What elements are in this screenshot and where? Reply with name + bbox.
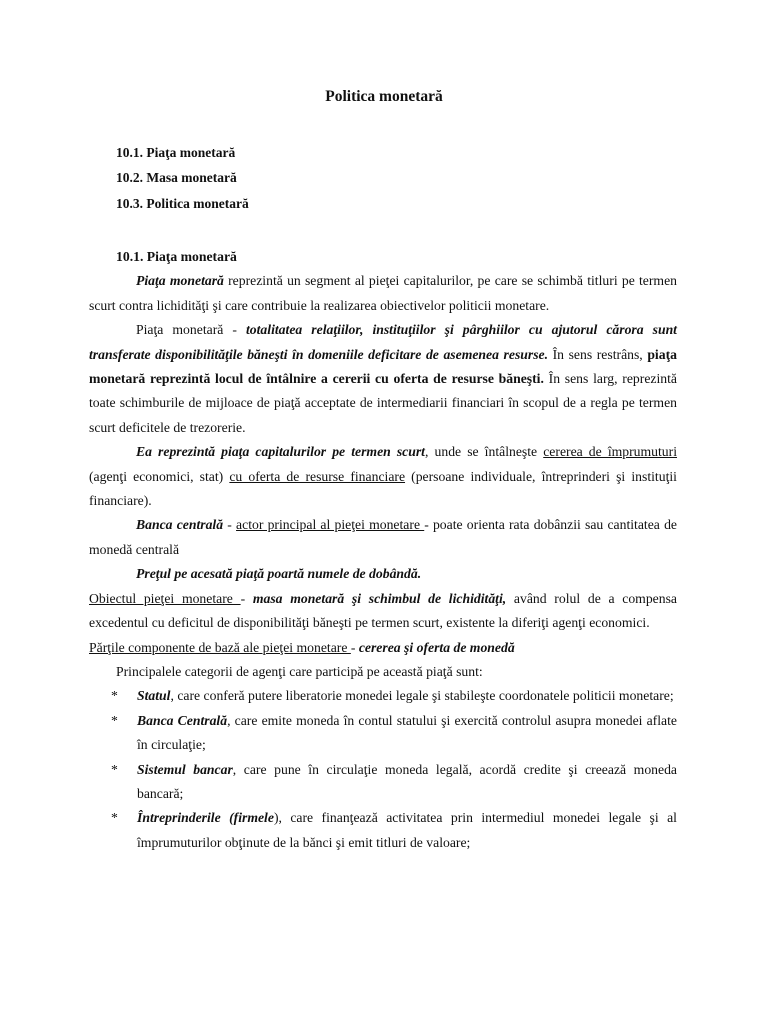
paragraph-categorii: Principalele categorii de agenţi care participă pe această piaţă sunt:	[116, 663, 483, 679]
bullet-term: Sistemul bancar	[137, 761, 233, 777]
term-piata-monetara: Piaţa monetară	[136, 273, 224, 289]
masa-monetara-text: masa monetară şi schimbul de lichidităţi,	[252, 590, 507, 606]
paragraph-partile	[89, 636, 677, 660]
bullet-star: *	[111, 810, 118, 826]
bullet-text: ), care finanţează activitatea prin intermediul monedei legale şi al împrumuturilor obţinute de la bănci şi emit titluri de valoare;	[137, 810, 677, 850]
paragraph-text: - poate orienta rata dobânzii sau cantitatea de monedă centrală	[89, 517, 677, 557]
list-item	[89, 806, 677, 855]
list-item	[89, 758, 677, 807]
bullet-star: *	[111, 761, 118, 777]
paragraph-capitaluri	[89, 440, 677, 513]
bullet-text: , care pune în circulaţie moneda legală, acordă credite şi creează moneda bancară;	[137, 761, 677, 801]
paragraph-text: Piaţa monetară -	[136, 322, 246, 338]
paragraph-text: (persoane individuale, întreprinderi şi instituţii financiare).	[89, 468, 677, 509]
bullet-star: *	[111, 688, 118, 704]
section-heading: 10.1. Piaţa monetară	[116, 249, 237, 264]
bullet-term: Întreprinderile (firmele	[137, 810, 274, 826]
list-item	[89, 684, 677, 708]
paragraph-text: având rolul de a compensa excedentul cu deficitul de disponibilităţi băneşti pe termen scurt, existente la diferiţi agenţi economici.	[89, 590, 677, 631]
paragraph-banca-centrala	[89, 513, 677, 562]
paragraph-totalitatea	[89, 318, 677, 440]
term-banca-centrala: Banca centrală	[136, 517, 224, 533]
underlined-oferta: cu oferta de resurse financiare	[229, 468, 406, 484]
underlined-partile: Părţile componente de bază ale pieţei monetare	[89, 639, 351, 655]
paragraph-definition	[89, 269, 677, 318]
paragraph-text: , unde se întâlneşte	[425, 444, 544, 460]
list-item	[89, 709, 677, 758]
underlined-actor: actor principal al pieţei monetare	[236, 517, 425, 533]
underlined-cererea: cererea de împrumuturi	[543, 444, 678, 460]
paragraph-text: În sens larg, reprezintă toate schimburile de mijloace de piaţă acceptate de intermediarii financiari în scopul de a regla pe termen scurt deficitele de trezorerie.	[89, 371, 677, 435]
bullet-text: , care conferă putere liberatorie monedei legale şi stabileşte coordonatele politicii monetare;	[170, 688, 674, 704]
narrow-sense-text: piaţa monetară reprezintă locul de întâlnire a cererii cu oferta de resurse băneşti.	[89, 346, 677, 387]
term-capitaluri: Ea reprezintă piaţa capitalurilor pe termen scurt	[136, 444, 425, 460]
underlined-obiectul: Obiectul pieţei monetare	[89, 590, 241, 606]
cererea-oferta-text: cererea şi oferta de monedă	[358, 639, 515, 655]
bullet-term: Statul	[137, 688, 171, 704]
paragraph-text: reprezintă un segment al pieţei capitalurilor, pe care se schimbă titluri pe termen scurt contra lichidităţi şi care contribuie la realizarea obiectivelor politicii monetare.	[89, 273, 678, 313]
toc-item-2: 10.2. Masa monetară	[116, 170, 237, 185]
document-title: Politica monetară	[325, 88, 443, 105]
paragraph-pret: Preţul pe acesată piaţă poartă numele de dobândă.	[136, 566, 422, 582]
paragraph-text: -	[350, 639, 359, 655]
paragraph-text: (agenţi economici, stat)	[89, 468, 230, 484]
toc-item-1: 10.1. Piaţa monetară	[116, 145, 236, 160]
paragraph-obiectul	[89, 587, 677, 636]
bullet-text: , care emite moneda în contul statului şi exercită controlul asupra monedei aflate în circulaţie;	[137, 712, 677, 753]
paragraph-text: În sens restrâns,	[548, 346, 648, 362]
body-text	[89, 245, 677, 855]
bullet-star: *	[111, 712, 118, 728]
definition-text: totalitatea relaţiilor, instituţiilor şi pârghiilor cu ajutorul cărora sunt transferate disponibilităţile băneşti în domeniile deficitare de asemenea resurse.	[89, 322, 677, 362]
paragraph-text: -	[223, 517, 237, 533]
paragraph-text: -	[240, 590, 253, 606]
bullet-term: Banca Centrală	[137, 712, 228, 728]
toc-item-3: 10.3. Politica monetară	[116, 196, 249, 211]
